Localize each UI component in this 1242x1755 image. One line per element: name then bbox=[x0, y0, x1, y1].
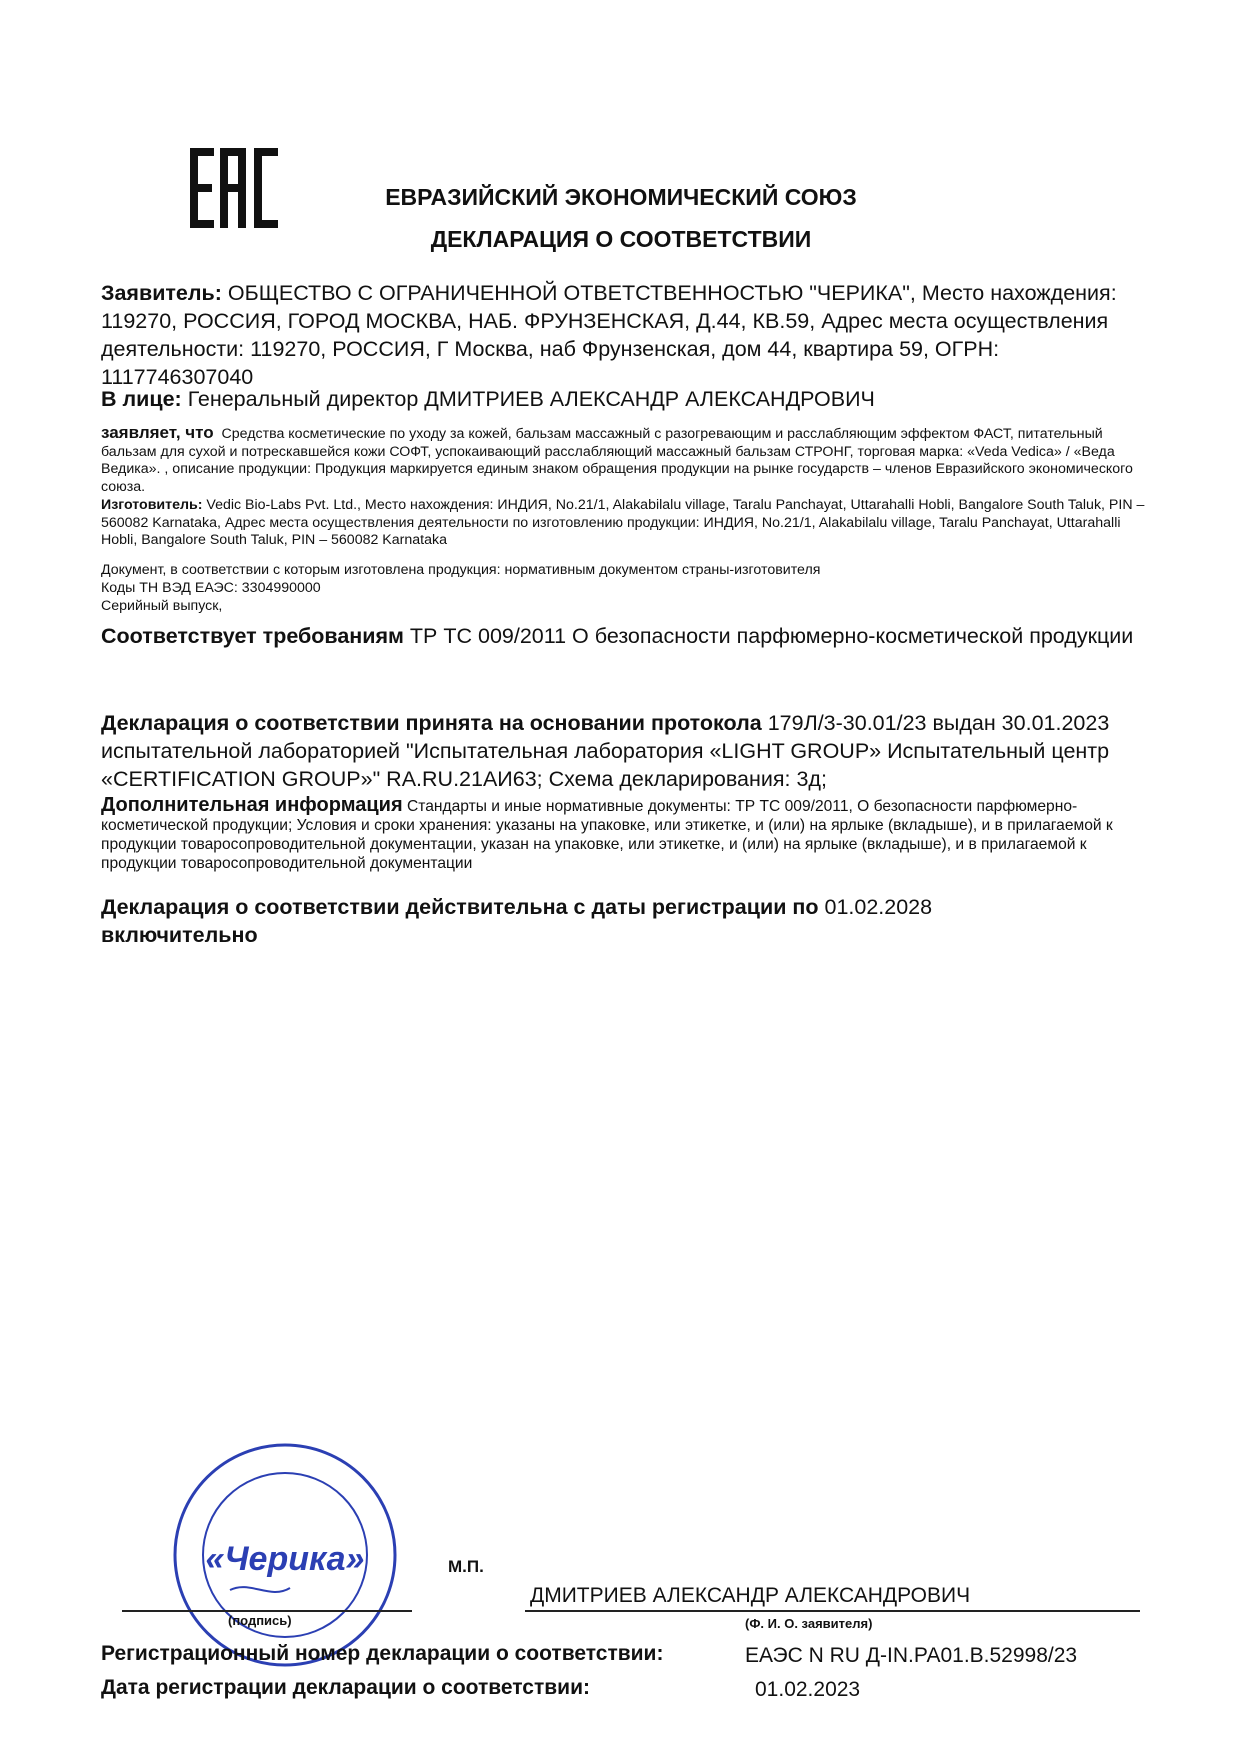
document-title: ДЕКЛАРАЦИЯ О СООТВЕТСТВИИ bbox=[430, 226, 812, 252]
additional-text: Стандарты и иные нормативные документы: ТР ТС 009/2011, О безопасности парфюмерно-косметической продукции; Условия и сроки хранения: указаны на упаковке, или этикетке, и (или) на ярлыке (вкладыше), и в прилагаемой к продукции товаросопроводительной документации, указан на упаковке, или этикетке, и (или) на ярлыке (вкладыше), и в прилагаемой к продукции товаросопроводительной документации bbox=[101, 798, 1113, 872]
requirements-label: Соответствует требованиям bbox=[101, 624, 404, 648]
reg-number-value: ЕАЭС N RU Д-IN.РА01.В.52998/23 bbox=[745, 1644, 1078, 1667]
declares-label: заявляет, что bbox=[101, 423, 214, 442]
validity-date: 01.02.2028 bbox=[818, 895, 933, 919]
name-line bbox=[525, 1610, 1140, 1612]
name-caption: (Ф. И. О. заявителя) bbox=[745, 1616, 873, 1631]
serial-release: Серийный выпуск, bbox=[101, 598, 223, 614]
mp-label: М.П. bbox=[448, 1557, 484, 1576]
applicant-label: Заявитель: bbox=[101, 281, 222, 305]
manufacturer-text: Vedic Bio-Labs Pvt. Ltd., Место нахождения: ИНДИЯ, No.21/1, Alakabilalu village, Taralu Panchayat, Uttarahalli Hobli, Bangalore South Taluk, PIN – 560082 Karnataka, Адрес места осуществления деятельности по изготовлению продукции: ИНДИЯ, No.21/1, Alakabilalu village, Taralu Panchayat, Uttarahalli Hobli, Bangalore South Taluk, PIN – 560082 Karnataka bbox=[101, 497, 1145, 548]
manufacturer-label: Изготовитель: bbox=[101, 497, 203, 513]
tnved-codes: Коды ТН ВЭД ЕАЭС: 3304990000 bbox=[101, 580, 321, 596]
person-label: В лице: bbox=[101, 387, 182, 411]
company-stamp-icon bbox=[170, 1440, 400, 1670]
protocol-block bbox=[101, 709, 1151, 793]
validity-label: Декларация о соответствии действительна с даты регистрации по bbox=[101, 895, 819, 919]
person-block bbox=[101, 385, 1151, 413]
signature-caption: (подпись) bbox=[228, 1613, 292, 1628]
doc-basis: Документ, в соответствии с которым изготовлена продукция: нормативным документом страны-изготовителя bbox=[101, 562, 821, 578]
manufacturer-block bbox=[101, 497, 1151, 550]
person-text: Генеральный директор ДМИТРИЕВ АЛЕКСАНДР АЛЕКСАНДРОВИЧ bbox=[181, 387, 875, 411]
validity-block bbox=[101, 893, 1001, 949]
validity-tail: включительно bbox=[101, 923, 258, 947]
declares-text: Средства косметические по уходу за кожей, бальзам массажный с разогревающим и расслабляющим эффектом ФАСТ, питательный бальзам для сухой и потрескавшейся кожи СОФТ, успокаивающий расслабляющий массажный бальзам СТРОНГ, торговая марка: «Veda Vedica» / «Веда Ведика». , описание продукции: Продукция маркируется единым знаком обращения продукции на рынке государств – членов Евразийского экономического союза. bbox=[101, 426, 1133, 495]
signer-name: ДМИТРИЕВ АЛЕКСАНДР АЛЕКСАНДРОВИЧ bbox=[530, 1584, 971, 1607]
protocol-label: Декларация о соответствии принята на основании протокола bbox=[101, 711, 762, 735]
applicant-block bbox=[101, 279, 1151, 391]
protocol-text: 179Л/3-30.01/23 выдан 30.01.2023 испытательной лабораторией "Испытательная лаборатория «LIGHT GROUP» Испытательный центр «CERTIFICATION GROUP»" RA.RU.21АИ63; Схема декларирования: 3д; bbox=[101, 711, 1110, 791]
reg-number-label: Регистрационный номер декларации о соответствии: bbox=[101, 1642, 664, 1665]
svg-text:«Черика»: «Черика» bbox=[205, 1540, 365, 1578]
applicant-text: ОБЩЕСТВО С ОГРАНИЧЕННОЙ ОТВЕТСТВЕННОСТЬЮ "ЧЕРИКА", Место нахождения: 119270, РОССИЯ, ГОРОД МОСКВА, НАБ. ФРУНЗЕНСКАЯ, Д.44, КВ.59, Адрес места осуществления деятельности: 119270, РОССИЯ, Г Москва, наб Фрунзенская, дом 44, квартира 59, ОГРН: 1117746307040 bbox=[101, 281, 1117, 389]
requirements-block bbox=[101, 622, 1151, 650]
additional-label: Дополнительная информация bbox=[101, 794, 403, 816]
reg-date-label: Дата регистрации декларации о соответствии: bbox=[101, 1676, 590, 1699]
requirements-text: ТР ТС 009/2011 О безопасности парфюмерно-косметической продукции bbox=[403, 624, 1134, 648]
declares-block bbox=[101, 424, 1151, 496]
union-title: ЕВРАЗИЙСКИЙ ЭКОНОМИЧЕСКИЙ СОЮЗ bbox=[385, 184, 857, 210]
reg-date-value: 01.02.2023 bbox=[755, 1678, 861, 1701]
additional-block bbox=[101, 796, 1151, 873]
signature-line bbox=[122, 1610, 412, 1612]
